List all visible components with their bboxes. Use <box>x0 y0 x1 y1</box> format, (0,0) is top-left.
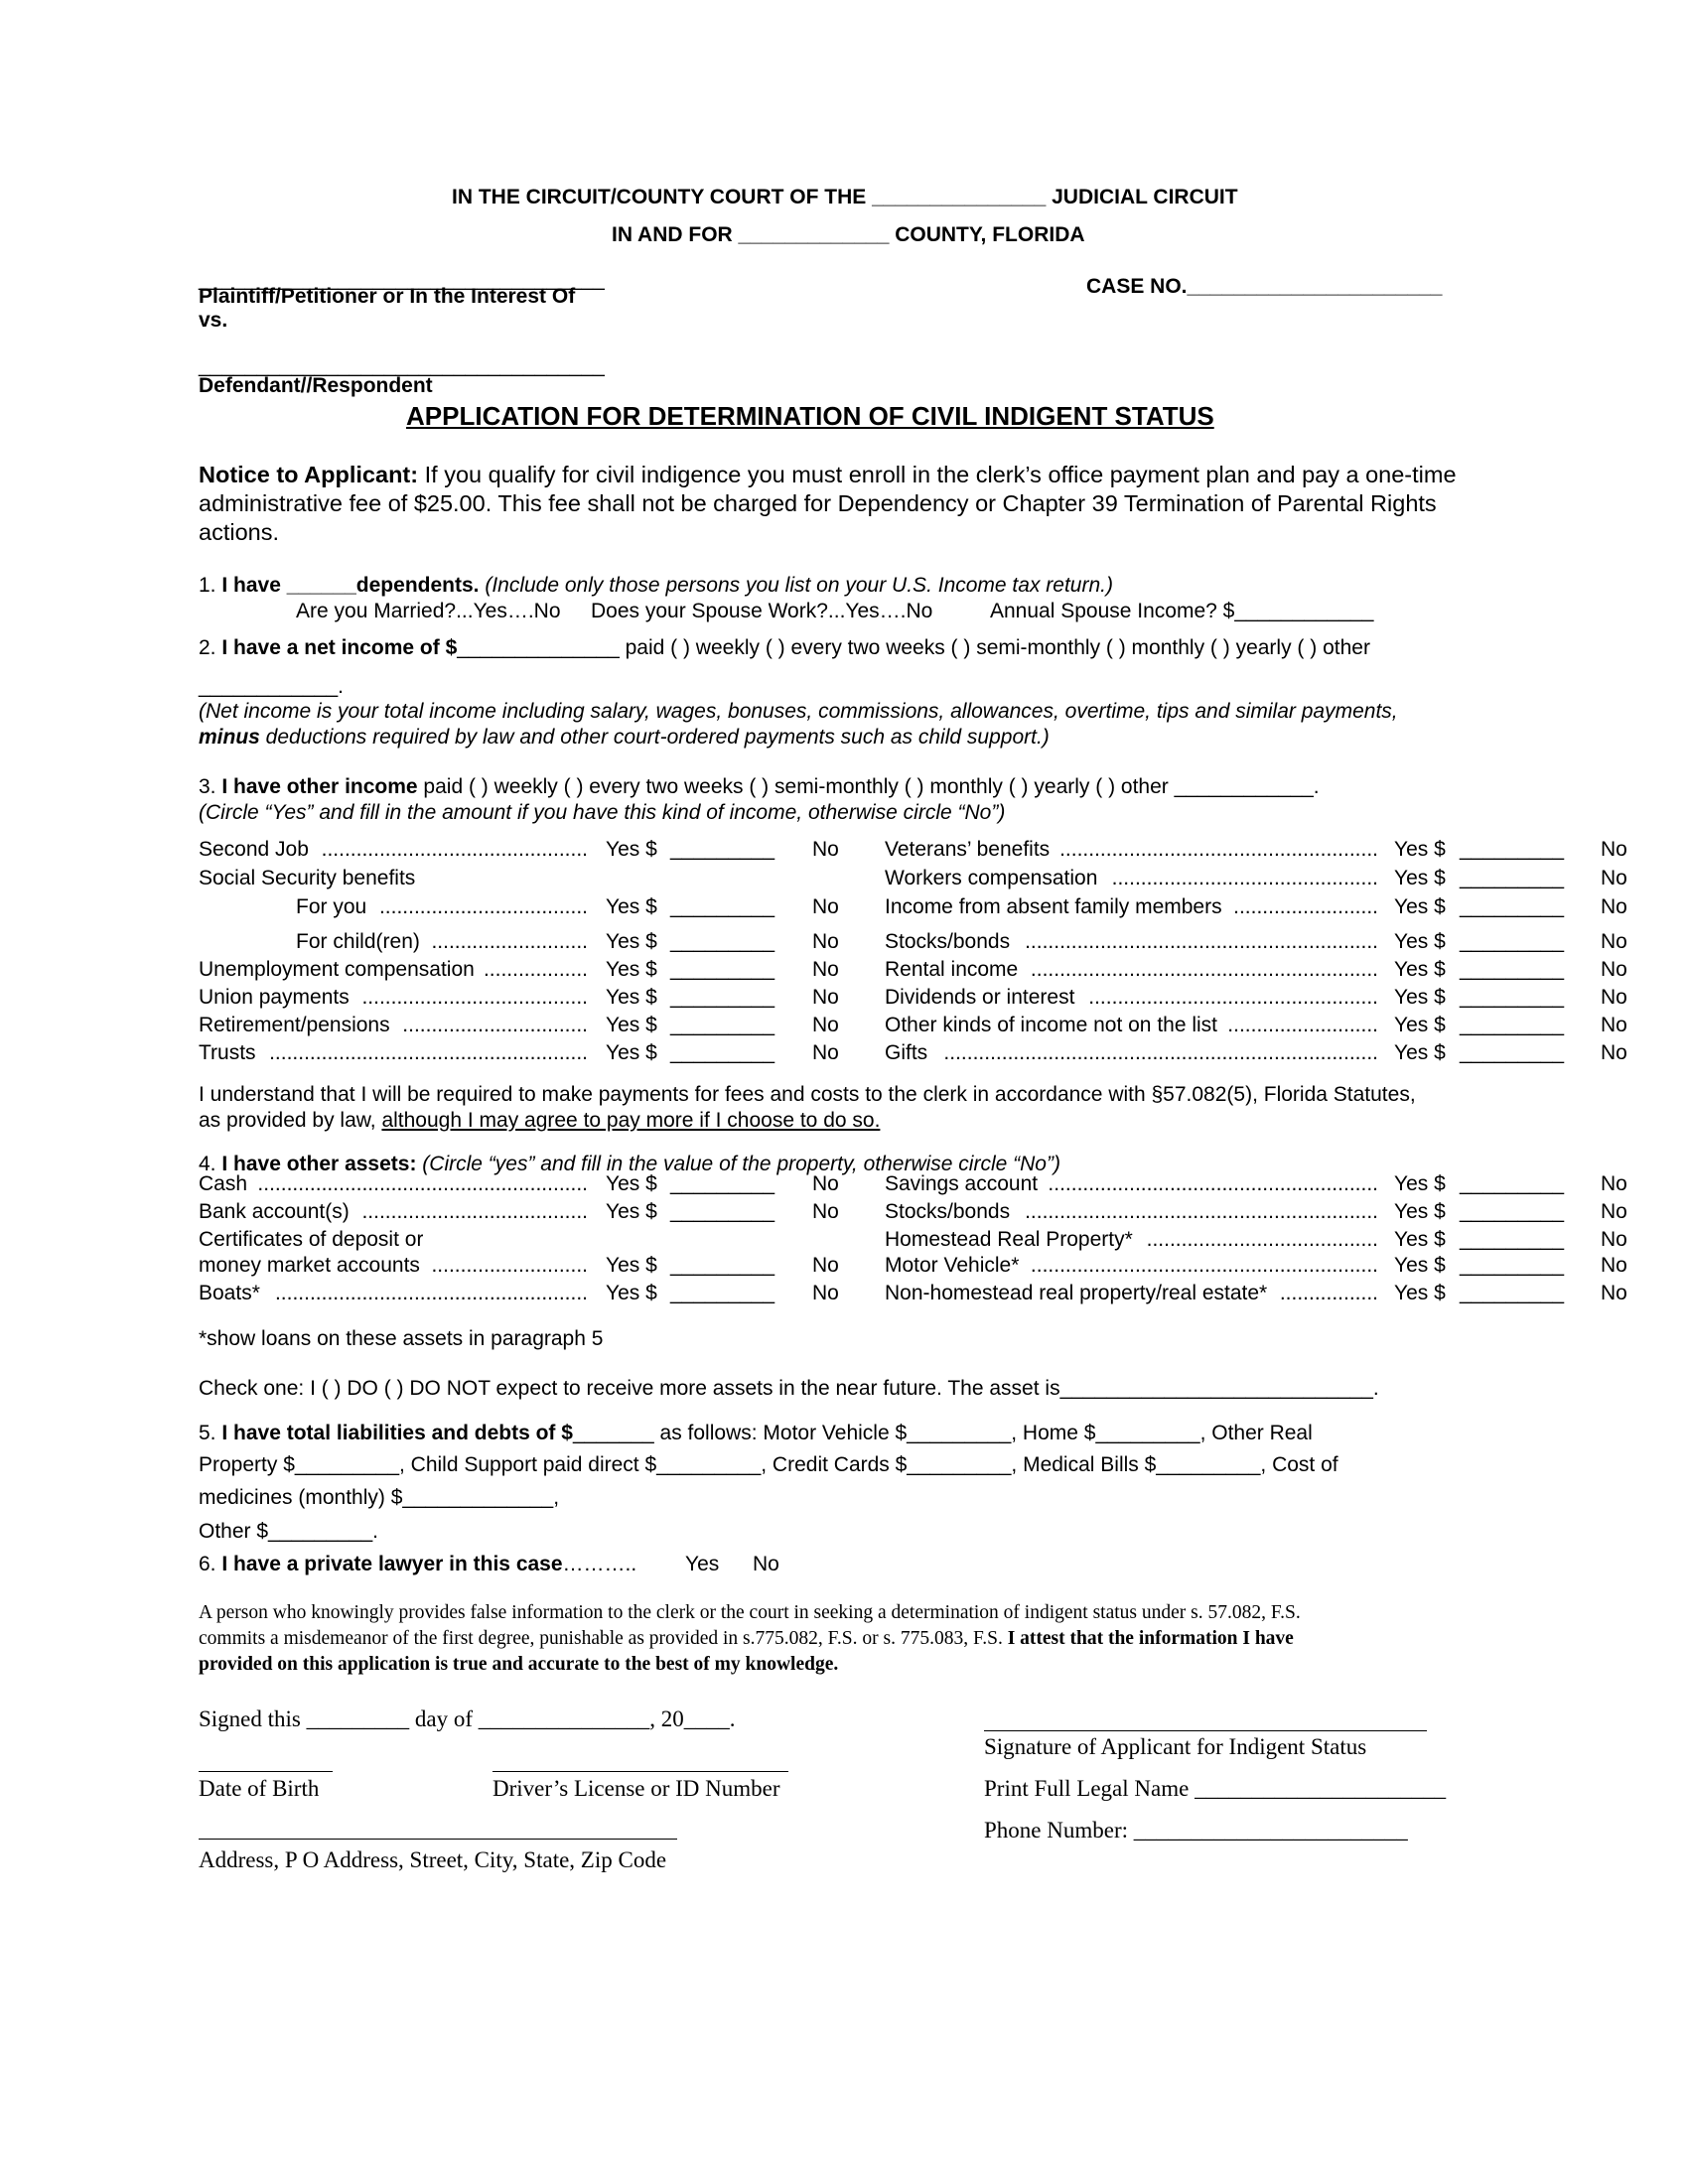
q6-line <box>199 1552 636 1577</box>
leader-dots: ......................... <box>1233 895 1378 918</box>
q5-line2[interactable]: Property $_________, Child Support paid direct $_________, Credit Cards $_________, Medical Bills $_________, Cost of <box>199 1453 1338 1476</box>
leader-dots: ......................................................... <box>257 1172 588 1195</box>
leader-dots: ........................... <box>431 930 588 953</box>
signature-line[interactable] <box>984 1730 1427 1731</box>
q2-other-blank[interactable]: ____________. <box>199 675 344 698</box>
leader-dots: .................................... <box>378 895 588 918</box>
no-option[interactable]: No <box>1601 930 1627 953</box>
license-label: Driver’s License or ID Number <box>492 1776 780 1801</box>
address-line[interactable] <box>199 1839 677 1840</box>
no-option[interactable]: No <box>1601 867 1627 889</box>
item-label: Savings account <box>885 1172 1039 1195</box>
q1-married[interactable]: Are you Married?...Yes….No <box>296 600 561 622</box>
leader-dots: ....................................................... <box>269 1041 588 1064</box>
yes-option[interactable]: Yes $ <box>1394 958 1446 981</box>
item-label: Gifts <box>885 1041 928 1064</box>
yes-option[interactable]: Yes $ <box>606 1172 657 1195</box>
q4-lead: I have other assets: <box>221 1153 417 1175</box>
item-label: Motor Vehicle* <box>885 1254 1020 1277</box>
no-option[interactable]: No <box>812 838 839 861</box>
yes-option[interactable]: Yes $ <box>1394 838 1446 861</box>
amount-field[interactable]: _________ <box>670 1014 775 1036</box>
leader-dots: .......................... <box>1227 1014 1378 1036</box>
item-label: Boats* <box>199 1282 260 1304</box>
item-label: For child(ren) <box>296 930 420 953</box>
understand-underlined: although I may agree to pay more if I choose to do so. <box>381 1109 881 1132</box>
address-label: Address, P O Address, Street, City, State, Zip Code <box>199 1847 667 1872</box>
no-option[interactable]: No <box>1601 838 1627 861</box>
leader-dots: .................. <box>483 958 588 981</box>
amount-field[interactable]: _________ <box>1460 895 1565 918</box>
no-option[interactable]: No <box>812 986 839 1009</box>
amount-field[interactable]: _________ <box>670 895 775 918</box>
item-label: Income from absent family members <box>885 895 1222 918</box>
q4-number: 4. <box>199 1153 216 1175</box>
leader-dots: ............................................................ <box>1030 1254 1378 1277</box>
item-label: Retirement/pensions <box>199 1014 390 1036</box>
q3-number: 3. <box>199 775 216 798</box>
no-option[interactable]: No <box>812 895 839 918</box>
yes-option[interactable]: Yes $ <box>1394 867 1446 889</box>
q5-line1 <box>199 1421 1313 1446</box>
leader-dots: ................. <box>1279 1282 1378 1304</box>
q1-lead[interactable]: I have ______dependents. <box>221 574 480 597</box>
license-line[interactable] <box>492 1771 788 1772</box>
understand-line1: I understand that I will be required to make payments for fees and costs to the clerk in accordance with §57.082(5), Florida Statutes, <box>199 1083 1416 1106</box>
phone-line[interactable]: Phone Number: ________________________ <box>984 1818 1408 1843</box>
amount-field[interactable]: _________ <box>670 958 775 981</box>
q6-lead: I have a private lawyer in this case <box>221 1553 563 1575</box>
no-option[interactable]: No <box>812 958 839 981</box>
form-title: APPLICATION FOR DETERMINATION OF CIVIL INDIGENT STATUS <box>406 401 1214 431</box>
yes-option[interactable]: Yes $ <box>1394 1014 1446 1036</box>
amount-field[interactable]: _________ <box>670 1041 775 1064</box>
yes-option[interactable]: Yes $ <box>1394 1228 1446 1251</box>
amount-field[interactable]: _________ <box>670 1254 775 1277</box>
leader-dots: ............................................................ <box>1030 958 1378 981</box>
no-option[interactable]: No <box>1601 986 1627 1009</box>
q3-note: (Circle “Yes” and fill in the amount if you have this kind of income, otherwise circle “No”) <box>199 801 1006 824</box>
no-option[interactable]: No <box>812 1282 839 1304</box>
yes-option[interactable]: Yes $ <box>1394 895 1446 918</box>
q5-amounts-1[interactable]: _______ as follows: Motor Vehicle $_________, Home $_________, Other Real <box>572 1422 1313 1444</box>
no-option[interactable]: No <box>1601 1172 1627 1195</box>
attest-line3: provided on this application is true and accurate to the best of my knowledge. <box>199 1654 839 1675</box>
no-option[interactable]: No <box>812 1254 839 1277</box>
yes-option[interactable]: Yes $ <box>606 895 657 918</box>
no-option[interactable]: No <box>1601 1254 1627 1277</box>
yes-option[interactable]: Yes $ <box>1394 930 1446 953</box>
q3-lead: I have other income <box>221 775 418 798</box>
leader-dots: ............................................................. <box>1025 1200 1378 1223</box>
signature-label: Signature of Applicant for Indigent Status <box>984 1734 1367 1759</box>
q5-number: 5. <box>199 1422 216 1444</box>
amount-field[interactable]: _________ <box>1460 1282 1565 1304</box>
yes-option[interactable]: Yes $ <box>606 986 657 1009</box>
yes-option[interactable]: Yes $ <box>1394 1041 1446 1064</box>
leader-dots: ....................................... <box>361 1200 588 1223</box>
leader-dots: ......................................................... <box>1048 1172 1378 1195</box>
plaintiff-label: Plaintiff/Petitioner or In the Interest Of <box>199 285 576 308</box>
item-label: Workers compensation <box>885 867 1098 889</box>
item-label: Trusts <box>199 1041 256 1064</box>
signed-this-line[interactable]: Signed this _________ day of _______________, 20____. <box>199 1706 736 1731</box>
q2-line <box>199 635 1370 661</box>
defendant-blank[interactable]: ___________________________________ <box>199 354 605 377</box>
item-label: money market accounts <box>199 1254 420 1277</box>
leader-dots: ................................ <box>402 1014 588 1036</box>
item-label: Bank account(s) <box>199 1200 350 1223</box>
q1-line <box>199 573 1113 599</box>
q6-dots: ……….. <box>562 1553 637 1575</box>
print-name-line[interactable]: Print Full Legal Name ______________________ <box>984 1776 1447 1801</box>
yes-option[interactable]: Yes $ <box>606 1200 657 1223</box>
amount-field[interactable]: _________ <box>670 1200 775 1223</box>
loans-note: *show loans on these assets in paragraph 5 <box>199 1327 604 1350</box>
attest-text: commits a misdemeanor of the first degree, punishable as provided in s.775.082, F.S. or s. 775.083, F.S. <box>199 1628 1008 1649</box>
leader-dots: .................................................. <box>1088 986 1378 1009</box>
understand-text: as provided by law, <box>199 1109 382 1132</box>
q2-note-line2 <box>199 725 1050 751</box>
item-label: Union payments <box>199 986 350 1009</box>
item-label: Unemployment compensation <box>199 958 475 981</box>
item-label: Veterans’ benefits <box>885 838 1051 861</box>
q3-line <box>199 774 1320 800</box>
leader-dots: .............................................. <box>1111 867 1378 889</box>
case-number[interactable]: CASE NO.______________________ <box>1086 275 1443 298</box>
yes-option[interactable]: Yes $ <box>606 838 657 861</box>
q5-line4[interactable]: Other $_________. <box>199 1520 378 1543</box>
q1-number: 1. <box>199 574 216 597</box>
q1-note: (Include only those persons you list on your U.S. Income tax return.) <box>479 574 1113 597</box>
q4-note: (Circle “yes” and fill in the value of the property, otherwise circle “No”) <box>416 1153 1060 1175</box>
item-label: Non-homestead real property/real estate* <box>885 1282 1268 1304</box>
q2-note-text: deductions required by law and other court-ordered payments such as child support.) <box>259 726 1050 749</box>
amount-field[interactable]: _________ <box>670 1172 775 1195</box>
q2-blank[interactable]: ______________ <box>457 636 620 659</box>
no-option[interactable]: No <box>812 1014 839 1036</box>
leader-dots: ...................................................... <box>274 1282 588 1304</box>
item-label: Stocks/bonds <box>885 1200 1011 1223</box>
item-label: Rental income <box>885 958 1019 981</box>
no-option[interactable]: No <box>1601 1014 1627 1036</box>
court-header-line1: IN THE CIRCUIT/COUNTY COURT OF THE _______________ JUDICIAL CIRCUIT <box>452 186 1238 208</box>
q1-spouse-income[interactable]: Annual Spouse Income? $____________ <box>990 600 1374 622</box>
no-option[interactable]: No <box>1601 1041 1627 1064</box>
amount-field[interactable]: _________ <box>1460 867 1565 889</box>
no-option[interactable]: No <box>1601 958 1627 981</box>
item-label: For you <box>296 895 367 918</box>
yes-option[interactable]: Yes $ <box>606 930 657 953</box>
leader-dots: ........................................ <box>1146 1228 1378 1251</box>
amount-field[interactable]: _________ <box>1460 1228 1565 1251</box>
no-option[interactable]: No <box>1601 1200 1627 1223</box>
q2-note-minus: minus <box>199 726 260 749</box>
notice-paragraph <box>199 461 1460 547</box>
attest-bold-1: I attest that the information I have <box>1007 1628 1294 1649</box>
leader-dots: ....................................... <box>361 986 588 1009</box>
no-option[interactable]: No <box>1601 895 1627 918</box>
item-label: Certificates of deposit or <box>199 1228 424 1251</box>
leader-dots: ........................... <box>431 1254 588 1277</box>
amount-field[interactable]: _________ <box>1460 1254 1565 1277</box>
q3-frequency[interactable]: paid ( ) weekly ( ) every two weeks ( ) semi-monthly ( ) monthly ( ) yearly ( ) other ____________. <box>417 775 1320 798</box>
amount-field[interactable]: _________ <box>670 986 775 1009</box>
amount-field[interactable]: _________ <box>1460 1200 1565 1223</box>
item-label: Homestead Real Property* <box>885 1228 1133 1251</box>
leader-dots: .............................................. <box>321 838 588 861</box>
plaintiff-blank[interactable]: ___________________________________ <box>199 268 605 291</box>
court-header-line2: IN AND FOR _____________ COUNTY, FLORIDA <box>612 223 1085 246</box>
yes-option[interactable]: Yes $ <box>1394 1172 1446 1195</box>
leader-dots: ............................................................. <box>1025 930 1378 953</box>
vs-label: vs. <box>199 309 228 332</box>
q6-yes[interactable]: Yes <box>685 1553 720 1575</box>
leader-dots: ....................................................... <box>1059 838 1378 861</box>
q5-line3[interactable]: medicines (monthly) $_____________, <box>199 1486 560 1509</box>
q6-number: 6. <box>199 1553 216 1575</box>
yes-option[interactable]: Yes $ <box>606 1282 657 1304</box>
amount-field[interactable]: _________ <box>1460 1041 1565 1064</box>
q5-lead: I have total liabilities and debts of $ <box>221 1422 573 1444</box>
no-option[interactable]: No <box>812 1200 839 1223</box>
attest-line1: A person who knowingly provides false information to the clerk or the court in seeking a determination of indigent status under s. 57.082, F.S. <box>199 1602 1301 1623</box>
understand-line2 <box>199 1108 880 1134</box>
q6-no[interactable]: No <box>753 1553 779 1575</box>
no-option[interactable]: No <box>812 930 839 953</box>
attest-line2 <box>199 1626 1294 1652</box>
q2-lead: I have a net income of $ <box>221 636 458 659</box>
no-option[interactable]: No <box>1601 1282 1627 1304</box>
defendant-label: Defendant//Respondent <box>199 374 433 397</box>
item-label: Stocks/bonds <box>885 930 1011 953</box>
item-label: Social Security benefits <box>199 867 416 889</box>
q2-note-line1: (Net income is your total income including salary, wages, bonuses, commissions, allowances, overtime, tips and similar payments, <box>199 700 1398 723</box>
amount-field[interactable]: _________ <box>1460 986 1565 1009</box>
item-label: Other kinds of income not on the list <box>885 1014 1218 1036</box>
yes-option[interactable]: Yes $ <box>606 1041 657 1064</box>
no-option[interactable]: No <box>812 1172 839 1195</box>
yes-option[interactable]: Yes $ <box>606 958 657 981</box>
dob-label: Date of Birth <box>199 1776 320 1801</box>
yes-option[interactable]: Yes $ <box>1394 1282 1446 1304</box>
q2-number: 2. <box>199 636 216 659</box>
item-label: Cash <box>199 1172 248 1195</box>
notice-label: Notice to Applicant: <box>199 462 419 487</box>
amount-field[interactable]: _________ <box>1460 838 1565 861</box>
notice-text: If you qualify for civil indigence you must enroll in the clerk’s office payment plan and pay a one-time administrative fee of $25.00. This fee shall not be charged for Dependency or Chapter 39 Termination of Parental Rights actions. <box>199 462 1457 545</box>
no-option[interactable]: No <box>812 1041 839 1064</box>
yes-option[interactable]: Yes $ <box>606 1254 657 1277</box>
amount-field[interactable]: _________ <box>1460 1172 1565 1195</box>
yes-option[interactable]: Yes $ <box>606 1014 657 1036</box>
amount-field[interactable]: _________ <box>1460 930 1565 953</box>
amount-field[interactable]: _________ <box>1460 958 1565 981</box>
yes-option[interactable]: Yes $ <box>1394 986 1446 1009</box>
yes-option[interactable]: Yes $ <box>1394 1254 1446 1277</box>
q1-spouse-work[interactable]: Does your Spouse Work?...Yes….No <box>591 600 933 622</box>
q2-frequency[interactable]: paid ( ) weekly ( ) every two weeks ( ) semi-monthly ( ) monthly ( ) yearly ( ) other <box>619 636 1370 659</box>
item-label: Dividends or interest <box>885 986 1075 1009</box>
amount-field[interactable]: _________ <box>670 838 775 861</box>
leader-dots: ........................................................................... <box>943 1041 1378 1064</box>
amount-field[interactable]: _________ <box>670 1282 775 1304</box>
dob-line[interactable] <box>199 1771 333 1772</box>
check-one-line[interactable]: Check one: I ( ) DO ( ) DO NOT expect to receive more assets in the near future. The asset is___________________________. <box>199 1377 1379 1400</box>
amount-field[interactable]: _________ <box>1460 1014 1565 1036</box>
item-label: Second Job <box>199 838 309 861</box>
no-option[interactable]: No <box>1601 1228 1627 1251</box>
amount-field[interactable]: _________ <box>670 930 775 953</box>
yes-option[interactable]: Yes $ <box>1394 1200 1446 1223</box>
